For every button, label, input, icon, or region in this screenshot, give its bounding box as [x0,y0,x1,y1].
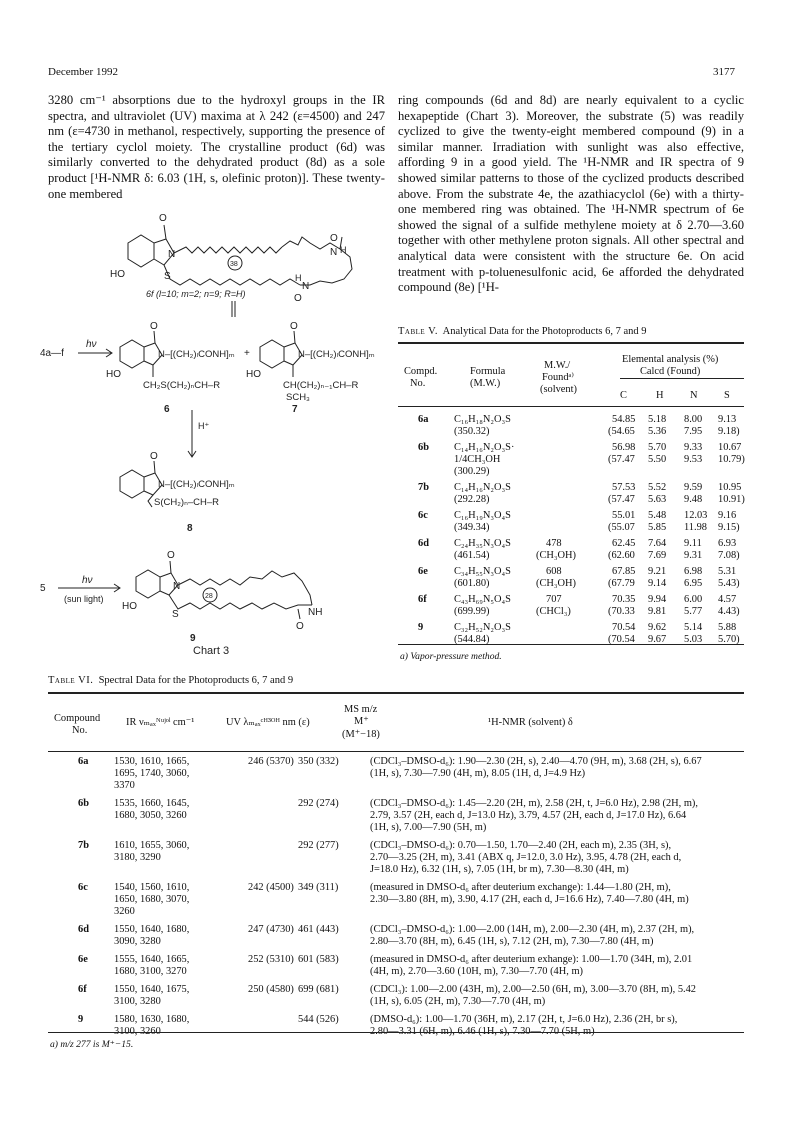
atom-ho: HO [122,601,137,612]
atom-n: N [168,249,176,260]
cell-h: 9.21 [648,566,667,577]
cell-h: 5.70 [648,442,667,453]
cell-n: 9.11 [684,538,702,549]
cell-n: 5.14 [684,622,703,633]
cell-uv: 246 (5370) [248,756,294,767]
cell-c: 70.35 [612,594,636,605]
cell-s: 9.16 [718,510,737,521]
cell-n: 6.00 [684,594,703,605]
header-found: Foundᵃ⁾ [542,372,574,383]
cell-s: 5.88 [718,622,737,633]
cell-ms: 292 (277) [298,840,339,851]
cell-found: 478 [546,538,562,549]
cell-c2: (57.47 [608,454,635,465]
cell-nmr: (measured in DMSO-d₆ after deuterium exhange): 1.00—1.70 (34H, m), 2.01 (4H, m), 2.70—3.60 (10H, m), 7.30—7.70 (4H, m) [370,954,693,977]
cell-c: 57.53 [612,482,636,493]
cell-id: 6b [78,798,89,809]
cell-h2: 7.69 [648,550,667,561]
cell-h: 7.64 [648,538,667,549]
cell-n2: 9.31 [684,550,703,561]
acid-label: H⁺ [198,421,210,431]
cell-n: 9.33 [684,442,703,453]
hv-label: hν [82,575,93,586]
compound-number-6: 6 [164,404,170,415]
cell-nmr: (measured in DMSO-d₆ after deuterium exchange): 1.44—1.80 (2H, m), 2.30—3.80 (8H, m), 3.90, 4.17 (2H, each d, J=16.6 Hz), 7.40—7.80 (4H, m) [370,882,689,905]
cell-c: 70.54 [612,622,636,633]
table-6-footnote: a) m/z 277 is M⁺−15. [50,1039,134,1050]
cell-solvent: (CHCl₃) [536,606,571,617]
cell-mw2: (300.29) [454,466,490,477]
side-chain-6: CH₂S(CH₂)ₙCH–R [143,380,221,391]
cell-ms: 601 (583) [298,954,339,965]
cell-n: 12.03 [684,510,708,521]
cell-n2: 9.53 [684,454,703,465]
chain-label-6: N–[(CH₂)ₗCONH]ₘ [158,349,235,360]
chain-upper-9 [178,571,312,605]
atom-o: O [150,321,158,332]
header-no: No. [410,378,426,389]
cell-n2: 11.98 [684,522,707,533]
compound-number-7: 7 [292,404,298,415]
cell-s: 9.13 [718,414,737,425]
cell-id: 6c [418,510,428,521]
cell-formula: C₃₄H₅₅N₃O₄S [454,566,511,577]
cell-s2: 9.15) [718,522,740,533]
side-chain-7: CH(CH₂)ₙ₋₁CH–R [283,380,359,391]
cell-c: 67.85 [612,566,636,577]
atom-ho: HO [106,369,121,380]
table-5-title: Analytical Data for the Photoproducts 6, 7 and 9 [442,326,647,337]
cell-ms: 292 (274) [298,798,339,809]
header-compd: Compd. [404,366,438,377]
header-mw-found: M.W./ [544,360,571,371]
cell-mw: (350.32) [454,426,490,437]
cell-ir: 1535, 1660, 1645, 1680, 3050, 3260 [114,798,190,821]
atom-o: O [150,451,158,462]
header-n: N [690,390,698,401]
left-paragraph: 3280 cm⁻¹ absorptions due to the hydroxyl groups in the IR spectra, and ultraviolet (UV) maxima at λ 242 (ε=4500) and 247 nm (ε=4730 in methanol, respectively, supporting the presence of the tertiary cyclol moiety. The crystalline product (6d) was similarly converted to the dehydrated product (8d) as a sole product [¹H-NMR δ: 6.03 (1H, s, olefinic proton)]. These twenty-one membered [48,93,385,201]
cell-ms: 461 (443) [298,924,339,935]
chain-lower-9 [169,595,312,609]
header-ms-mplus: M⁺ [354,716,369,727]
cell-mw: 1/4CH₃OH [454,454,501,465]
atom-n: N [302,281,310,292]
table-6-label: Table VI. [48,675,94,686]
cell-n: 9.59 [684,482,703,493]
cell-uv: 242 (4500) [248,882,294,893]
cell-formula: C₃₂H₅₂N₂O₃S [454,622,511,633]
reactant-label: 4a—f [40,348,64,359]
benzene-ring-6 [120,340,144,368]
cell-formula: C₁₄H₁₆N₂O₃S· [454,442,515,453]
cell-ir: 1550, 1640, 1675, 3100, 3280 [114,984,190,1007]
cell-found: 608 [546,566,562,577]
cell-n: 8.00 [684,414,703,425]
cell-mw: (461.54) [454,550,490,561]
cell-c2: (55.07 [608,522,635,533]
cell-formula: C₄₃H₆₉N₅O₄S [454,594,511,605]
chain-label-8: N–[(CH₂)ₗCONH]ₘ [158,479,235,490]
cell-c: 56.98 [612,442,636,453]
cell-n2: 6.95 [684,578,703,589]
cell-c: 55.01 [612,510,636,521]
right-column-text [398,93,744,296]
cell-c2: (67.79 [608,578,635,589]
plus-sign: + [244,348,250,359]
atom-ho: HO [246,369,261,380]
atom-s: S [172,609,179,620]
cell-h2: 5.63 [648,494,667,505]
header-elemental: Elemental analysis (%) [622,354,719,365]
cell-h: 5.48 [648,510,667,521]
hv-label: hν [86,339,97,350]
cell-ms: 544 (526) [298,1014,339,1025]
cell-c2: (70.54 [608,634,635,645]
cell-id: 9 [418,622,424,633]
cell-id: 6e [418,566,428,577]
compound-number-8: 8 [187,523,193,534]
header-formula: Formula [470,366,506,377]
cell-s2: 4.43) [718,606,740,617]
cell-ir: 1555, 1640, 1665, 1680, 3100, 3270 [114,954,190,977]
side-chain-7-sch3: SCH₃ [286,392,310,403]
cell-uv: 247 (4730) [248,924,294,935]
left-column-text [48,93,385,202]
header-no: No. [72,725,88,736]
table-5-label: Table V. [398,326,438,337]
cell-ir: 1580, 1630, 1680, 3100, 3260 [114,1014,190,1037]
cell-solvent: (CH₃OH) [536,578,576,589]
chart-3-label: Chart 3 [193,645,230,655]
cell-c2: (57.47 [608,494,635,505]
cell-nmr: (CDCl₃): 1.00—2.00 (43H, m), 2.00—2.50 (6H, m), 3.00—3.70 (8H, m), 5.42 (1H, s), 6.05 (2H, m), 7.30—7.70 (4H, m) [370,984,697,1007]
cell-h: 5.18 [648,414,667,425]
cell-id: 6a [78,756,89,767]
page-number: 3177 [713,66,735,78]
cell-c2: (54.65 [608,426,635,437]
cell-s2: 9.18) [718,426,740,437]
cell-c2: (70.33 [608,606,635,617]
cell-c2: (62.60 [608,550,635,561]
cell-mw: (699.99) [454,606,490,617]
benzene-ring-6f [128,235,154,267]
cell-nmr: (CDCl₃–DMSO-d₆): 0.70—1.50, 1.70—2.40 (2H, each m), 2.35 (3H, s), 2.70—3.25 (2H, m), 3.41 (ABX q, J=12.0, 3.0 Hz), 3.95, 4.78 (2H, each d, J=18.0 Hz), 6.32 (1H, s), 7.05 (1H, br m), 7.30—8.30 (4H, m) [370,840,682,875]
cell-h2: 5.36 [648,426,667,437]
cell-id: 6f [78,984,87,995]
atom-o: O [290,321,298,332]
atom-o: O [159,213,167,224]
cell-uv: 252 (5310) [248,954,294,965]
header-uv: UV λₘₐₓᶜᴴ³ᴼᴴ nm (ε) [226,717,310,728]
cell-mw: (601.80) [454,578,490,589]
table-6-title: Spectral Data for the Photoproducts 6, 7 and 9 [98,675,294,686]
cell-h: 9.94 [648,594,667,605]
header-c: C [620,390,627,401]
header-ms-dehydrated: (M⁺−18) [342,729,380,740]
header-h: H [656,390,664,401]
header-ir: IR νₘₐₓᴺᵘʲᵒˡ cm⁻¹ [126,717,195,728]
chain-label-7: N–[(CH₂)ₗCONH]ₘ [298,349,375,360]
cell-n: 6.98 [684,566,703,577]
header-ms: MS m/z [344,704,378,715]
atom-ho: HO [110,269,125,280]
cell-h2: 9.67 [648,634,667,645]
compound-6f-note: 6f (l=10; m=2; n=9; R=H) [146,289,246,299]
chain-upper-6f [174,247,282,253]
cell-found: 707 [546,594,562,605]
cell-s2: 5.43) [718,578,740,589]
cell-id: 6e [78,954,88,965]
benzene-ring-8 [120,470,144,498]
cell-mw: (292.28) [454,494,490,505]
cell-ms: 699 (681) [298,984,339,995]
cell-h2: 9.14 [648,578,667,589]
cell-formula: C₂₄H₃₅N₃O₄S [454,538,511,549]
cell-solvent: (CH₃OH) [536,550,576,561]
cell-s: 6.93 [718,538,737,549]
cell-n2: 5.77 [684,606,703,617]
cell-nmr: (CDCl₃–DMSO-d₆): 1.45—2.20 (2H, m), 2.58 (2H, t, J=6.0 Hz), 2.98 (2H, m), 2.79, 3.57 (2H, each d, J=13.0 Hz), 3.79, 4.57 (2H, each d, J=17.0 Hz), 6.64 (1H, s), 7.00—7.90 (5H, m) [370,798,698,833]
cell-n2: 5.03 [684,634,703,645]
table-5-footnote: a) Vapor-pressure method. [400,651,502,662]
cell-s: 10.67 [718,442,742,453]
cell-n2: 9.48 [684,494,703,505]
cell-c: 62.45 [612,538,636,549]
atom-h: H [295,273,302,283]
table-6-header [48,700,744,750]
chart-3-scheme [40,205,395,655]
table-6-caption [48,675,293,686]
cell-id: 6a [418,414,429,425]
cell-h2: 5.85 [648,522,667,533]
benzene-ring-7 [260,340,284,368]
atom-nh: NH [308,607,323,618]
cell-s: 10.95 [718,482,742,493]
cell-mw: (349.34) [454,522,490,533]
ring-label-28: 28 [205,593,213,600]
cell-id: 7b [418,482,429,493]
cell-nmr: (DMSO-d₆): 1.00—1.70 (36H, m), 2.17 (2H, t, J=6.0 Hz), 2.36 (2H, br s), 2.80—3.31 (6H, m), 6.46 (1H, s), 7.30—7.70 (5H, m) [370,1014,678,1037]
cell-ir: 1530, 1610, 1665, 1695, 1740, 3060, 3370 [114,756,190,791]
atom-h: H [340,245,347,255]
table-5-caption [398,326,646,337]
atom-o: O [167,550,175,561]
cell-id: 7b [78,840,89,851]
cell-id: 9 [78,1014,84,1025]
atom-o: O [294,293,302,304]
cell-c: 54.85 [612,414,636,425]
compound-number-9: 9 [190,633,196,644]
atom-n: N [173,581,181,592]
atom-n: N [330,247,338,258]
cell-n2: 7.95 [684,426,703,437]
header-calcd: Calcd (Found) [640,366,701,377]
cell-mw: (544.84) [454,634,490,645]
cell-h2: 5.50 [648,454,667,465]
cell-ir: 1610, 1655, 3060, 3180, 3290 [114,840,190,863]
ring-label-38: 38 [230,261,238,268]
cell-id: 6b [418,442,429,453]
compound-number-5: 5 [40,583,46,594]
cell-uv: 250 (4580) [248,984,294,995]
cell-ms: 349 (311) [298,882,339,893]
cell-s2: 10.91) [718,494,745,505]
header-nmr: ¹H-NMR (solvent) δ [488,717,573,728]
cell-h: 9.62 [648,622,667,633]
cell-nmr: (CDCl₃–DMSO-d₆): 1.90—2.30 (2H, s), 2.40—4.70 (9H, m), 3.68 (2H, s), 6.67 (1H, s), 7.30—7.90 (4H, m), 8.05 (1H, d, J=4.9 Hz) [370,756,702,779]
sunlight-label: (sun light) [64,594,104,604]
cell-h2: 9.81 [648,606,667,617]
cell-id: 6f [418,594,427,605]
cell-id: 6d [78,924,89,935]
benzene-ring-9 [136,570,160,598]
cell-ir: 1540, 1560, 1610, 1650, 1680, 3070, 3260 [114,882,190,917]
cell-s2: 7.08) [718,550,740,561]
cell-s2: 5.70) [718,634,740,645]
cell-id: 6d [418,538,429,549]
cell-s2: 10.79) [718,454,745,465]
header-solvent: (solvent) [540,384,577,395]
cell-s: 4.57 [718,594,737,605]
cell-ms: 350 (332) [298,756,339,767]
cell-s: 5.31 [718,566,737,577]
cell-formula: C₁₄H₁₆N₂O₃S [454,482,511,493]
right-paragraph: ring compounds (6d and 8d) are nearly equivalent to a cyclic hexapeptide (Chart 3). Moreover, the substrate (5) was readily cyclized to give the twenty-eight membered compound (9) in a similar manner. Irradiation with sunlight was also effective, affording 9 in a good yield. The ¹H-NMR and IR spectra of 9 showed similar patterns to those of the cyclized products described above. From the substrate 4e, the azathiacyclol (6e) with a thirty-one membered ring was obtained. The ¹H-NMR spectrum of 6e showed the signal of a sulfide methylene moiety at δ 2.70—3.60 together with other methylene proton signals. All other spectral and analytical data were consistent with the structure 6e. On acid treatment with p-toluenesulfonic acid, 6e afforded the dehydrated compound (8e) [¹H- [398,93,744,295]
running-date: December 1992 [48,66,118,78]
cell-nmr: (CDCl₃–DMSO-d₆): 1.00—2.00 (14H, m), 2.00—2.30 (4H, m), 2.37 (2H, m), 2.80—3.70 (8H, m), 6.45 (1H, s), 7.12 (2H, m), 7.30—7.80 (4H, m) [370,924,695,947]
cell-id: 6c [78,882,88,893]
cell-formula: C₁₆H₁₈N₂O₃S [454,414,511,425]
atom-o: O [296,621,304,632]
cell-formula: C₁₆H₁₉N₃O₄S [454,510,511,521]
side-chain-8: S(CH₂)ₙ–CH–R [154,497,220,508]
header-mw: (M.W.) [470,378,501,389]
cell-ir: 1550, 1640, 1680, 3090, 3280 [114,924,190,947]
atom-s: S [164,271,171,282]
chain-lower-6f [164,265,300,285]
atom-o: O [330,233,338,244]
cell-h: 5.52 [648,482,667,493]
header-s: S [724,390,730,401]
header-compound: Compound [54,713,101,724]
